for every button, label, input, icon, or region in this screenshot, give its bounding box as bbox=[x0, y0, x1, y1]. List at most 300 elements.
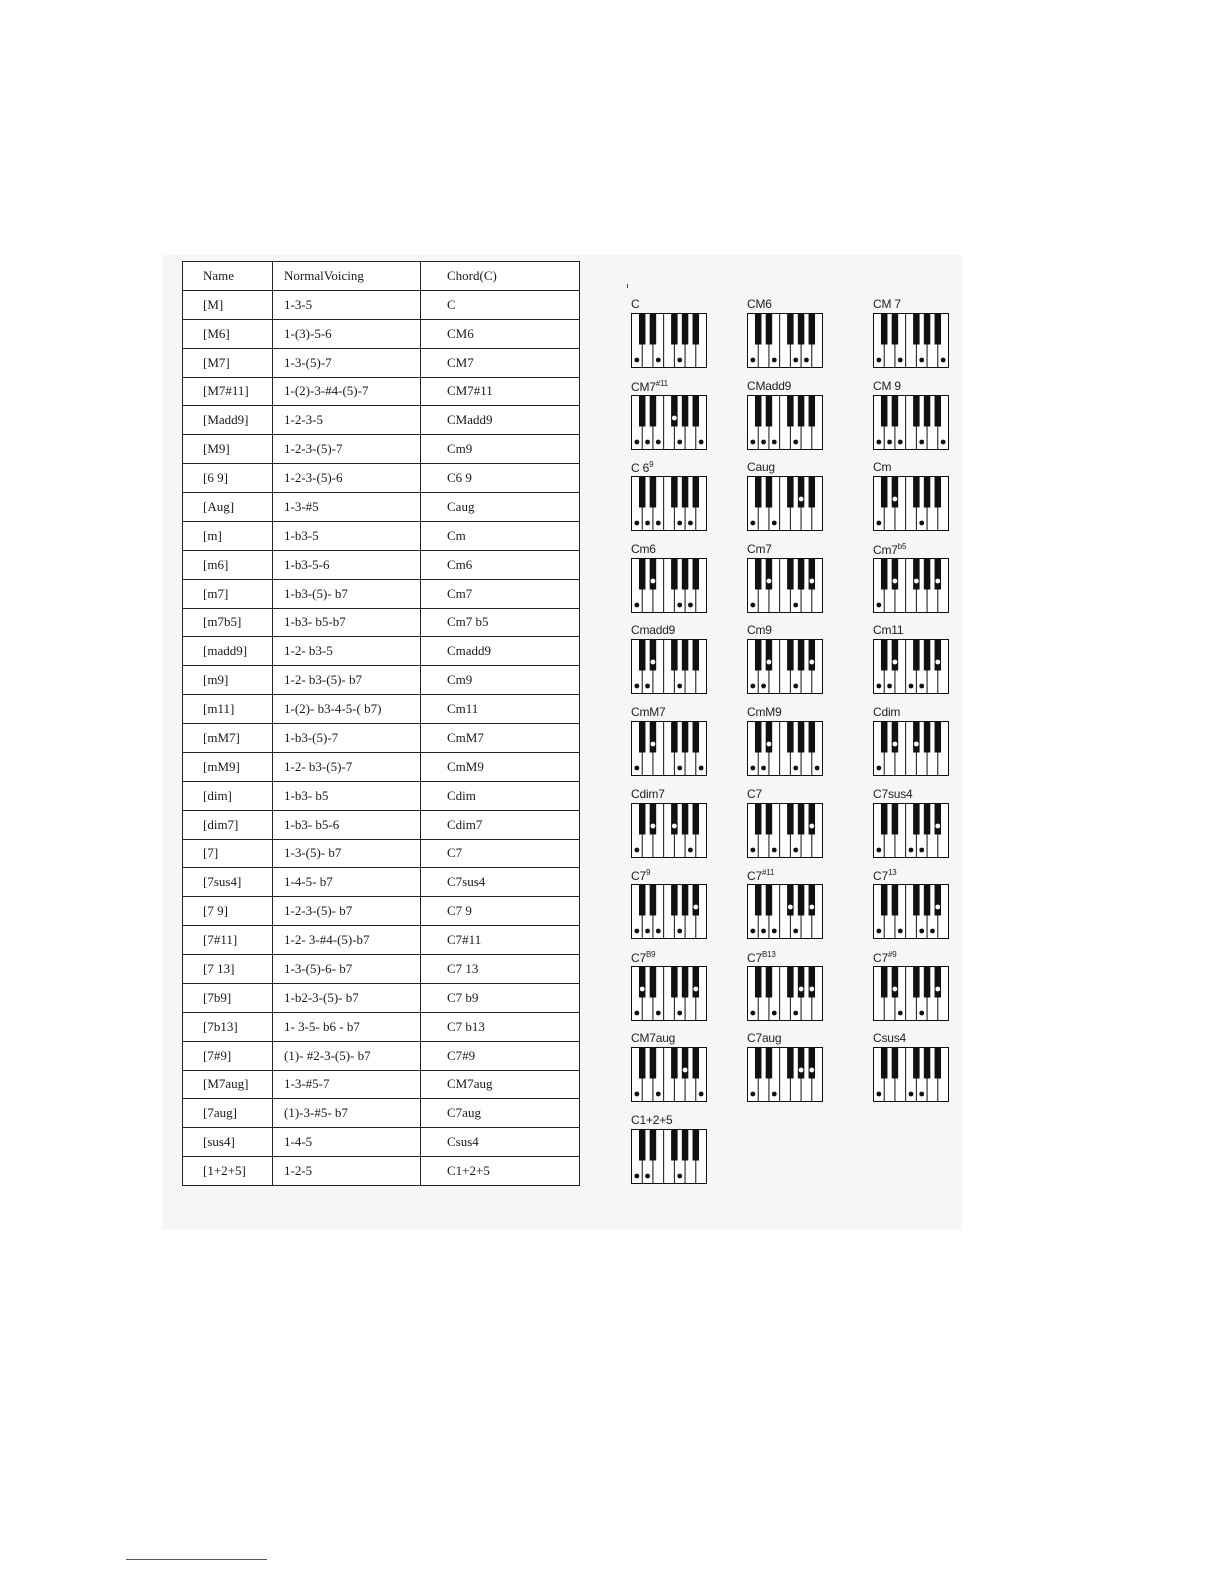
white-key-dot bbox=[645, 929, 650, 934]
black-key bbox=[639, 1130, 646, 1161]
piano-keyboard-icon bbox=[873, 476, 949, 531]
piano-keyboard-icon bbox=[631, 558, 707, 613]
diagram-label bbox=[631, 868, 650, 883]
white-key-dot bbox=[772, 929, 777, 934]
piano-keyboard-icon bbox=[747, 721, 823, 776]
white-key-dot bbox=[772, 439, 777, 444]
cell-voicing: 1-2-5 bbox=[273, 1157, 421, 1186]
black-key bbox=[881, 1048, 888, 1079]
black-key-dot bbox=[935, 905, 940, 910]
black-key-dot bbox=[809, 905, 814, 910]
white-key-dot bbox=[634, 358, 639, 363]
white-key-dot bbox=[677, 684, 682, 689]
white-key-dot bbox=[909, 684, 914, 689]
cell-chord: CmM7 bbox=[421, 724, 580, 753]
black-key bbox=[798, 803, 805, 834]
diagram-label-text: C bbox=[631, 297, 640, 311]
table-row bbox=[183, 666, 580, 695]
cell-chord: Cm9 bbox=[421, 435, 580, 464]
black-key-dot bbox=[799, 497, 804, 502]
white-key-dot bbox=[815, 766, 820, 771]
white-key-dot bbox=[688, 521, 693, 526]
black-key bbox=[671, 1048, 678, 1079]
black-key bbox=[809, 477, 816, 508]
diagram-label-text: C7 bbox=[747, 950, 762, 965]
cell-voicing: 1-3-(5)- b7 bbox=[273, 839, 421, 868]
black-key bbox=[924, 966, 931, 997]
black-key bbox=[935, 966, 942, 997]
white-key-dot bbox=[688, 847, 693, 852]
black-key bbox=[755, 803, 762, 834]
keyboard-diagram bbox=[631, 1031, 721, 1111]
white-key-dot bbox=[876, 766, 881, 771]
diagram-label bbox=[873, 950, 896, 965]
cell-voicing: 1-2-3-(5)-7 bbox=[273, 435, 421, 464]
cell-name: [M7#11] bbox=[183, 377, 273, 406]
black-key bbox=[924, 314, 931, 345]
cell-voicing: 1-3-#5 bbox=[273, 493, 421, 522]
black-key bbox=[671, 966, 678, 997]
black-key bbox=[650, 1130, 657, 1161]
white-key-dot bbox=[772, 1010, 777, 1015]
white-key-dot bbox=[876, 602, 881, 607]
cell-voicing: 1-(2)-3-#4-(5)-7 bbox=[273, 377, 421, 406]
white-key-dot bbox=[645, 1174, 650, 1179]
white-key-dot bbox=[656, 358, 661, 363]
black-key bbox=[913, 395, 920, 426]
white-key-dot bbox=[898, 358, 903, 363]
black-key-dot bbox=[935, 578, 940, 583]
black-key bbox=[798, 395, 805, 426]
white-key-dot bbox=[919, 1092, 924, 1097]
black-key bbox=[639, 722, 646, 753]
table-row bbox=[183, 521, 580, 550]
white-key-dot bbox=[941, 439, 946, 444]
black-key-dot bbox=[935, 660, 940, 665]
black-key bbox=[693, 477, 700, 508]
black-key bbox=[892, 1048, 899, 1079]
piano-keyboard-icon bbox=[747, 884, 823, 939]
cell-name: [M7aug] bbox=[183, 1070, 273, 1099]
white-key-dot bbox=[634, 521, 639, 526]
keyboard-diagram bbox=[631, 787, 721, 867]
black-key bbox=[693, 640, 700, 671]
cell-name: [M] bbox=[183, 290, 273, 319]
black-key-dot bbox=[799, 986, 804, 991]
white-key-dot bbox=[656, 1092, 661, 1097]
black-key bbox=[671, 640, 678, 671]
keyboard-diagram bbox=[747, 297, 837, 377]
black-key bbox=[913, 477, 920, 508]
keyboard-diagram bbox=[873, 950, 963, 1030]
table-row bbox=[183, 550, 580, 579]
black-key bbox=[787, 558, 794, 589]
black-key bbox=[693, 1048, 700, 1079]
cell-voicing: 1- 3-5- b6 - b7 bbox=[273, 1012, 421, 1041]
piano-keyboard-icon bbox=[873, 395, 949, 450]
black-key bbox=[787, 314, 794, 345]
black-key bbox=[671, 395, 678, 426]
diagram-label bbox=[873, 460, 891, 474]
cell-voicing: 1-(2)- b3-4-5-( b7) bbox=[273, 695, 421, 724]
cell-chord: C bbox=[421, 290, 580, 319]
diagram-label bbox=[631, 623, 675, 637]
diagram-label-text: Csus4 bbox=[873, 1031, 907, 1046]
cell-voicing: 1-2- b3-(5)- b7 bbox=[273, 666, 421, 695]
cell-name: [M7] bbox=[183, 348, 273, 377]
keyboard-diagram bbox=[747, 950, 837, 1030]
diagram-label-text: C1+2+5 bbox=[631, 1113, 673, 1127]
cell-voicing: (1)- #2-3-(5)- b7 bbox=[273, 1041, 421, 1070]
cell-chord: CmM9 bbox=[421, 752, 580, 781]
diagram-label bbox=[631, 297, 639, 311]
table-row bbox=[183, 319, 580, 348]
cell-name: [mM7] bbox=[183, 724, 273, 753]
black-key bbox=[693, 1130, 700, 1161]
white-key-dot bbox=[793, 358, 798, 363]
white-key-dot bbox=[772, 1092, 777, 1097]
column-header-voicing: NormalVoicing bbox=[273, 262, 421, 291]
black-key bbox=[755, 1048, 762, 1079]
column-header-name: Name bbox=[183, 262, 273, 291]
cell-voicing: 1-b3- b5-6 bbox=[273, 810, 421, 839]
black-key bbox=[766, 803, 773, 834]
black-key bbox=[755, 722, 762, 753]
black-key-dot bbox=[767, 742, 772, 747]
white-key-dot bbox=[876, 929, 881, 934]
black-key-dot bbox=[893, 578, 898, 583]
cell-chord: C7 b13 bbox=[421, 1012, 580, 1041]
black-key-dot bbox=[809, 660, 814, 665]
black-key-dot bbox=[640, 986, 645, 991]
black-key bbox=[881, 314, 888, 345]
black-key bbox=[787, 640, 794, 671]
diagram-label bbox=[747, 379, 791, 393]
black-key bbox=[671, 477, 678, 508]
piano-keyboard-icon bbox=[631, 313, 707, 368]
white-key-dot bbox=[677, 1010, 682, 1015]
white-key-dot bbox=[677, 929, 682, 934]
white-key-dot bbox=[677, 521, 682, 526]
cell-name: [m9] bbox=[183, 666, 273, 695]
white-key-dot bbox=[919, 439, 924, 444]
table-row bbox=[183, 348, 580, 377]
cell-voicing: 1-b3-(5)- b7 bbox=[273, 579, 421, 608]
white-key-dot bbox=[645, 521, 650, 526]
keyboard-diagram bbox=[873, 705, 963, 785]
black-key bbox=[913, 885, 920, 916]
table-row bbox=[183, 724, 580, 753]
black-key bbox=[892, 314, 899, 345]
table-row bbox=[183, 983, 580, 1012]
black-key-dot bbox=[651, 660, 656, 665]
table-row bbox=[183, 868, 580, 897]
table-row bbox=[183, 752, 580, 781]
white-key-dot bbox=[750, 439, 755, 444]
cell-chord: Cmadd9 bbox=[421, 637, 580, 666]
cell-name: [dim7] bbox=[183, 810, 273, 839]
table-row bbox=[183, 1070, 580, 1099]
table-row bbox=[183, 1128, 580, 1157]
black-key bbox=[787, 477, 794, 508]
diagram-label-text: C7 bbox=[747, 786, 762, 801]
black-key bbox=[881, 966, 888, 997]
keyboard-diagram bbox=[747, 868, 837, 948]
white-key-dot bbox=[793, 929, 798, 934]
black-key bbox=[809, 722, 816, 753]
black-key bbox=[650, 966, 657, 997]
black-key-dot bbox=[672, 823, 677, 828]
diagram-label-text: Cm bbox=[873, 460, 892, 475]
keyboard-diagram bbox=[873, 623, 963, 703]
diagram-label bbox=[631, 379, 668, 394]
black-key bbox=[682, 314, 689, 345]
black-key-dot bbox=[651, 578, 656, 583]
table-row bbox=[183, 781, 580, 810]
black-key bbox=[892, 558, 899, 589]
black-key bbox=[798, 885, 805, 916]
black-key-dot bbox=[693, 905, 698, 910]
piano-keyboard-icon bbox=[747, 966, 823, 1021]
diagram-label-superscript: B13 bbox=[761, 949, 776, 959]
cell-voicing: 1-3-(5)-7 bbox=[273, 348, 421, 377]
piano-keyboard-icon bbox=[873, 721, 949, 776]
cell-voicing: 1-b3- b5 bbox=[273, 781, 421, 810]
cell-voicing: 1-2-3-5 bbox=[273, 406, 421, 435]
diagram-label-superscript: #11 bbox=[655, 378, 668, 388]
diagram-label bbox=[631, 950, 655, 965]
keyboard-diagram bbox=[747, 460, 837, 540]
black-key bbox=[650, 885, 657, 916]
piano-keyboard-icon bbox=[747, 558, 823, 613]
white-key-dot bbox=[772, 847, 777, 852]
black-key bbox=[693, 722, 700, 753]
cell-chord: Csus4 bbox=[421, 1128, 580, 1157]
black-key bbox=[682, 803, 689, 834]
cell-name: [sus4] bbox=[183, 1128, 273, 1157]
diagram-label-text: Cm11 bbox=[873, 623, 904, 638]
cell-name: [m11] bbox=[183, 695, 273, 724]
black-key bbox=[650, 640, 657, 671]
diagram-label-superscript: b5 bbox=[897, 541, 907, 551]
white-key-dot bbox=[677, 1174, 682, 1179]
black-key bbox=[693, 885, 700, 916]
cell-voicing: 1-2- b3-5 bbox=[273, 637, 421, 666]
piano-keyboard-icon bbox=[873, 884, 949, 939]
cell-voicing: 1-4-5- b7 bbox=[273, 868, 421, 897]
white-key-dot bbox=[634, 602, 639, 607]
black-key bbox=[766, 722, 773, 753]
white-key-dot bbox=[656, 439, 661, 444]
black-key-dot bbox=[935, 823, 940, 828]
black-key-dot bbox=[893, 986, 898, 991]
black-key bbox=[639, 1048, 646, 1079]
cell-name: [m7b5] bbox=[183, 608, 273, 637]
white-key-dot bbox=[919, 358, 924, 363]
white-key-dot bbox=[793, 602, 798, 607]
black-key bbox=[787, 966, 794, 997]
black-key bbox=[650, 314, 657, 345]
white-key-dot bbox=[909, 1092, 914, 1097]
white-key-dot bbox=[699, 766, 704, 771]
black-key bbox=[787, 722, 794, 753]
diagram-label-text: CM6 bbox=[747, 297, 772, 311]
keyboard-diagram bbox=[873, 542, 963, 622]
piano-keyboard-icon bbox=[873, 803, 949, 858]
table-row bbox=[183, 926, 580, 955]
black-key bbox=[935, 558, 942, 589]
diagram-label bbox=[747, 542, 772, 556]
cell-chord: C7sus4 bbox=[421, 868, 580, 897]
scan-speck bbox=[627, 284, 628, 288]
piano-keyboard-icon bbox=[747, 1047, 823, 1102]
black-key bbox=[693, 966, 700, 997]
white-key-dot bbox=[887, 684, 892, 689]
black-key bbox=[798, 1048, 805, 1079]
diagram-label bbox=[873, 868, 896, 883]
black-key bbox=[924, 640, 931, 671]
black-key-dot bbox=[893, 742, 898, 747]
cell-chord: Caug bbox=[421, 493, 580, 522]
black-key bbox=[892, 640, 899, 671]
white-key-dot bbox=[887, 439, 892, 444]
white-key-dot bbox=[688, 602, 693, 607]
black-key bbox=[881, 722, 888, 753]
piano-keyboard-icon bbox=[747, 313, 823, 368]
cell-chord: CM7#11 bbox=[421, 377, 580, 406]
white-key-dot bbox=[761, 439, 766, 444]
table-row bbox=[183, 1099, 580, 1128]
black-key bbox=[935, 803, 942, 834]
cell-voicing: 1-2- b3-(5)-7 bbox=[273, 752, 421, 781]
diagram-label-text: Cm6 bbox=[631, 541, 656, 556]
table-body bbox=[183, 290, 580, 1185]
table-row bbox=[183, 637, 580, 666]
column-header-chord: Chord(C) bbox=[421, 262, 580, 291]
diagram-label-text: C7 bbox=[631, 869, 646, 884]
cell-chord: C7 bbox=[421, 839, 580, 868]
white-key-dot bbox=[793, 684, 798, 689]
black-key-dot bbox=[788, 905, 793, 910]
black-key-dot bbox=[809, 986, 814, 991]
cell-voicing: 1-2-3-(5)- b7 bbox=[273, 897, 421, 926]
white-key-dot bbox=[677, 439, 682, 444]
black-key bbox=[650, 803, 657, 834]
diagram-label-text: Cm9 bbox=[747, 623, 772, 638]
piano-keyboard-icon bbox=[873, 1047, 949, 1102]
cell-voicing: 1-b3-5 bbox=[273, 521, 421, 550]
black-key bbox=[913, 1048, 920, 1079]
table-row bbox=[183, 290, 580, 319]
cell-chord: Cdim bbox=[421, 781, 580, 810]
black-key bbox=[755, 885, 762, 916]
cell-name: [7b9] bbox=[183, 983, 273, 1012]
white-key-dot bbox=[876, 439, 881, 444]
black-key bbox=[892, 477, 899, 508]
piano-keyboard-icon bbox=[631, 395, 707, 450]
table-row bbox=[183, 810, 580, 839]
black-key-dot bbox=[651, 742, 656, 747]
black-key bbox=[682, 1048, 689, 1079]
table-row bbox=[183, 955, 580, 984]
black-key bbox=[766, 966, 773, 997]
cell-chord: C1+2+5 bbox=[421, 1157, 580, 1186]
black-key bbox=[755, 966, 762, 997]
black-key bbox=[755, 477, 762, 508]
table-row bbox=[183, 493, 580, 522]
black-key bbox=[935, 477, 942, 508]
piano-keyboard-icon bbox=[631, 966, 707, 1021]
cell-name: [madd9] bbox=[183, 637, 273, 666]
diagram-label-text: CmM7 bbox=[631, 705, 666, 719]
cell-name: [7 9] bbox=[183, 897, 273, 926]
cell-voicing: 1-b2-3-(5)- b7 bbox=[273, 983, 421, 1012]
cell-chord: Cm7 b5 bbox=[421, 608, 580, 637]
black-key bbox=[798, 558, 805, 589]
black-key bbox=[639, 395, 646, 426]
white-key-dot bbox=[876, 358, 881, 363]
cell-name: [6 9] bbox=[183, 464, 273, 493]
diagram-label bbox=[873, 297, 901, 311]
cell-name: [mM9] bbox=[183, 752, 273, 781]
keyboard-diagram bbox=[873, 297, 963, 377]
black-key bbox=[924, 722, 931, 753]
diagram-label bbox=[873, 1031, 906, 1045]
diagram-label-text: Cdim7 bbox=[631, 786, 665, 801]
black-key bbox=[650, 477, 657, 508]
white-key-dot bbox=[634, 439, 639, 444]
black-key bbox=[755, 395, 762, 426]
black-key-dot bbox=[914, 578, 919, 583]
diagram-label-text: CM 7 bbox=[873, 297, 901, 311]
black-key bbox=[682, 966, 689, 997]
diagram-label bbox=[873, 379, 901, 393]
cell-chord: CMadd9 bbox=[421, 406, 580, 435]
white-key-dot bbox=[930, 929, 935, 934]
black-key bbox=[639, 966, 646, 997]
black-key bbox=[881, 885, 888, 916]
white-key-dot bbox=[876, 521, 881, 526]
white-key-dot bbox=[656, 929, 661, 934]
black-key bbox=[798, 477, 805, 508]
white-key-dot bbox=[645, 684, 650, 689]
piano-keyboard-icon bbox=[873, 639, 949, 694]
diagram-label-text: CM 9 bbox=[873, 378, 901, 393]
black-key bbox=[892, 803, 899, 834]
cell-voicing: 1-2-3-(5)-6 bbox=[273, 464, 421, 493]
black-key bbox=[913, 966, 920, 997]
black-key bbox=[682, 1130, 689, 1161]
cell-voicing: 1-b3-5-6 bbox=[273, 550, 421, 579]
black-key bbox=[881, 558, 888, 589]
keyboard-diagram bbox=[631, 705, 721, 785]
keyboard-diagram bbox=[747, 1031, 837, 1111]
cell-chord: Cm7 bbox=[421, 579, 580, 608]
black-key bbox=[671, 803, 678, 834]
white-key-dot bbox=[750, 1010, 755, 1015]
cell-name: [7] bbox=[183, 839, 273, 868]
keyboard-diagram bbox=[873, 1031, 963, 1111]
black-key bbox=[671, 885, 678, 916]
white-key-dot bbox=[750, 766, 755, 771]
black-key bbox=[787, 1048, 794, 1079]
white-key-dot bbox=[876, 1092, 881, 1097]
black-key-dot bbox=[893, 497, 898, 502]
black-key bbox=[682, 558, 689, 589]
black-key bbox=[639, 314, 646, 345]
black-key bbox=[766, 1048, 773, 1079]
diagram-label bbox=[747, 787, 762, 801]
